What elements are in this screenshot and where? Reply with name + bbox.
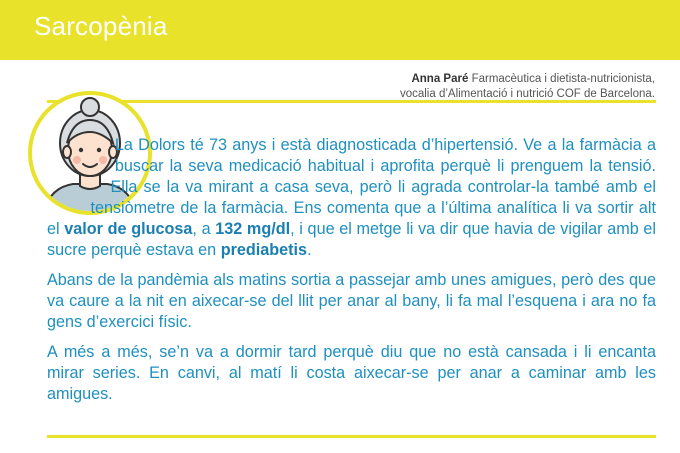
p1-text-c: , a (192, 220, 216, 238)
paragraph-1 (47, 135, 656, 261)
author-credit (400, 72, 655, 102)
paragraph-3: A més a més, se’n va a dormir tard perquè diu que no està cansada i li encanta mirar series. En canvi, al matí li costa aixecar-se per anar a caminar amb les amigues. (47, 343, 656, 403)
bottom-divider (47, 435, 656, 438)
author-role-line2: vocalia d’Alimentació i nutrició COF de Barcelona. (399, 88, 655, 100)
page-title: Sarcopènia (34, 11, 168, 41)
p1-text-a: La Dolors té 73 anys i està diagnosticada d’hipertensió. Ve a la farmàcia a buscar la seva medicació habitual i aprofita perquè li prenguem la tensió. Ella se la va mirant a casa seva, però li agrada controlar-la també amb el tensiòmetre de la farmàcia. Ens comenta que a l’última analítica li va sortir alt el (47, 136, 656, 238)
p1-bold-glucose: valor de glucosa (64, 220, 193, 238)
p1-text-e: . (307, 241, 312, 259)
p1-text-d: , i que el metge li va dir que havia de vigilar amb el sucre perquè estava en (47, 220, 656, 259)
case-text (47, 135, 656, 414)
author-name: Anna Paré (411, 73, 469, 85)
header-banner (0, 0, 680, 60)
p1-bold-prediabetes: prediabetis (220, 241, 308, 259)
author-role-line1: Farmacèutica i dietista-nutricionista, (471, 73, 655, 85)
paragraph-2: Abans de la pandèmia als matins sortia a passejar amb unes amigues, però des que va caure a la nit en aixecar-se del llit per anar al bany, li fa mal l’esquena i ara no fa gens d’exercici físic. (47, 271, 656, 331)
p1-bold-value: 132 mg/dl (215, 220, 291, 238)
